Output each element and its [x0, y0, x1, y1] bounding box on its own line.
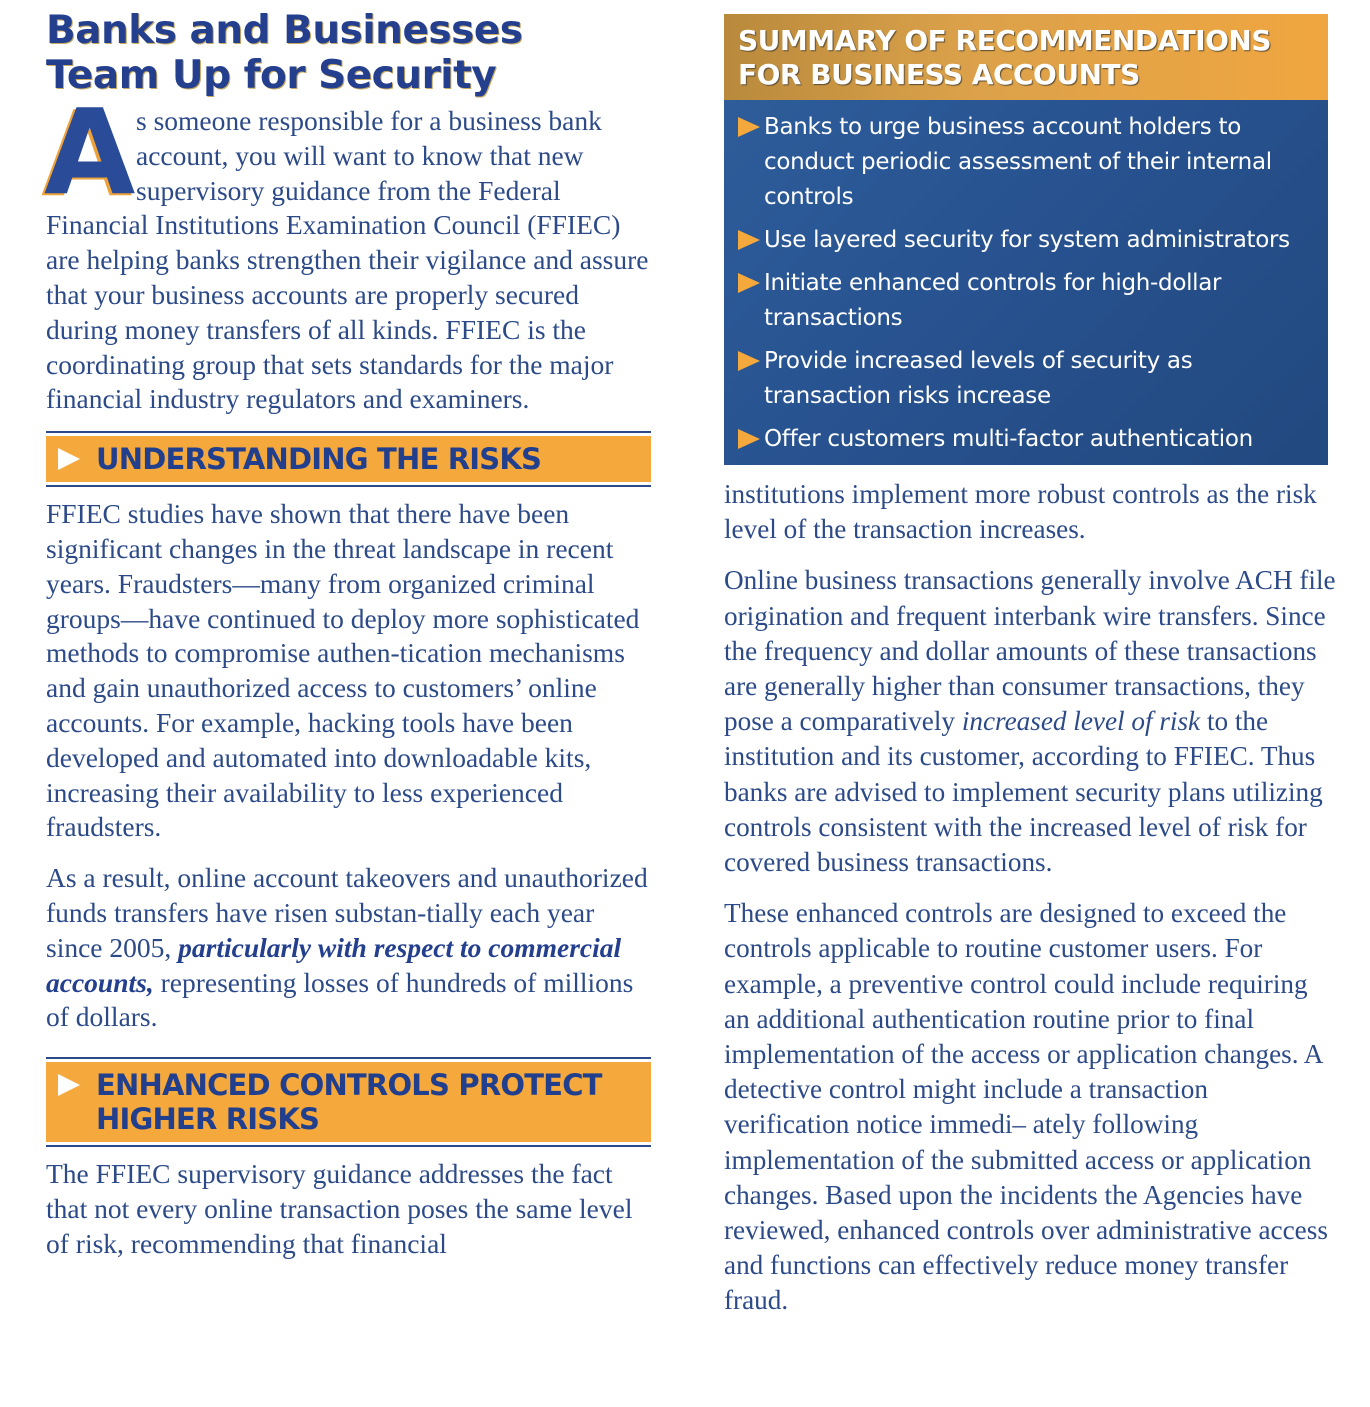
right-paragraph-2: [724, 563, 1340, 880]
article-title: [46, 8, 651, 98]
summary-item: [738, 266, 1314, 336]
summary-heading-line-2: FOR BUSINESS ACCOUNTS: [738, 58, 1140, 91]
controls-paragraph-1: The FFIEC supervisory guidance addresses the fact that not every online transaction poses the same level of risk, recommending that financial: [46, 1158, 633, 1259]
risks-paragraph-2: [46, 861, 651, 1035]
controls-heading-line-2: HIGHER RISKS: [96, 1102, 320, 1137]
risks-paragraph-1: FFIEC studies have shown that there have been significant changes in the threat landscape in recent years. Fraudsters—many from organized criminal groups—have continued to deploy more sophisticated methods to compromise authen-tication mechanisms and gain unauthorized access to customers’ online accounts. For example, hacking tools have been developed and automated into downloadable kits, increasing their availability to less experienced fraudsters.: [46, 498, 640, 843]
chevron-right-icon: [58, 448, 80, 470]
summary-box: [724, 14, 1328, 465]
summary-item-text: Banks to urge business account holders to conduct periodic assessment of their internal controls: [764, 114, 1272, 210]
section-header-controls: [46, 1057, 651, 1147]
risks-p2-start: As a result, online account takeovers and unauthorized funds transfers have risen substan-tially each year since 2005,: [46, 862, 648, 963]
summary-item: [738, 344, 1314, 414]
risks-p2-emphasis: particularly with respect to commercial accounts,: [46, 931, 622, 998]
summary-heading: [724, 14, 1328, 100]
section-heading-risks: UNDERSTANDING THE RISKS: [96, 442, 542, 477]
intro-paragraph: [44, 83, 651, 417]
summary-item-text: Use layered security for system administrators: [764, 227, 1290, 253]
controls-heading-line-1: ENHANCED CONTROLS PROTECT: [96, 1068, 602, 1103]
title-line-1: Banks and Businesses: [46, 8, 523, 53]
summary-item-text: Initiate enhanced controls for high-dollar transactions: [764, 270, 1222, 331]
title-line-2: Team Up for Security: [46, 53, 497, 98]
right-p2-start: Online business transactions generally involve ACH file origination and frequent interbank wire transfers. Since the frequency and dollar amounts of these transactions are generally higher than consumer transactions, they pose a comparatively: [724, 565, 1336, 737]
section-header-risks: [46, 431, 651, 487]
right-body: [724, 477, 1340, 1319]
summary-item: [738, 223, 1314, 258]
chevron-right-icon: [738, 351, 760, 371]
summary-heading-line-1: SUMMARY OF RECOMMENDATIONS: [738, 24, 1272, 57]
chevron-right-icon: [58, 1074, 80, 1096]
summary-item-text: Offer customers multi-factor authentication: [764, 426, 1253, 452]
chevron-right-icon: [738, 117, 760, 137]
left-column: [46, 8, 651, 1262]
risks-p2-end: representing losses of hundreds of millions of dollars.: [46, 966, 634, 1033]
right-p2-emphasis: increased level of risk: [961, 706, 1201, 737]
summary-item-text: Provide increased levels of security as transaction risks increase: [764, 348, 1193, 409]
right-p2-end: to the institution and its customer, according to FFIEC. Thus banks are advised to implement security plans utilizing controls consistent with the increased level of risk for covered business transactions.: [724, 706, 1323, 878]
right-paragraph-1: institutions implement more robust controls as the risk level of the transaction increases.: [724, 479, 1317, 545]
drop-cap: A: [44, 83, 136, 221]
summary-item: [738, 110, 1314, 215]
chevron-right-icon: [738, 273, 760, 293]
section-heading-controls: [96, 1068, 602, 1136]
chevron-right-icon: [738, 230, 760, 250]
summary-item: [738, 422, 1314, 457]
intro-text: s someone responsible for a business bank account, you will want to know that new supervisory guidance from the Federal Financial Institutions Examination Council (FFIEC) are helping banks strengthen their vigilance and assure that your business accounts are properly secured during money transfers of all kinds. FFIEC is the coordinating group that sets standards for the major financial industry regulators and examiners.: [46, 105, 649, 415]
right-paragraph-3: These enhanced controls are designed to exceed the controls applicable to routine customer users. For example, a preventive control could include requiring an additional authentication routine prior to final implementation of the access or application changes. A detective control might include a transaction verification notice immedi– ately following implementation of the submitted access or application changes. Based upon the incidents the Agencies have reviewed, enhanced controls over administrative access and functions can effectively reduce money transfer fraud.: [724, 898, 1328, 1316]
chevron-right-icon: [738, 429, 760, 449]
right-column: [724, 14, 1340, 1319]
summary-list: [724, 100, 1328, 465]
